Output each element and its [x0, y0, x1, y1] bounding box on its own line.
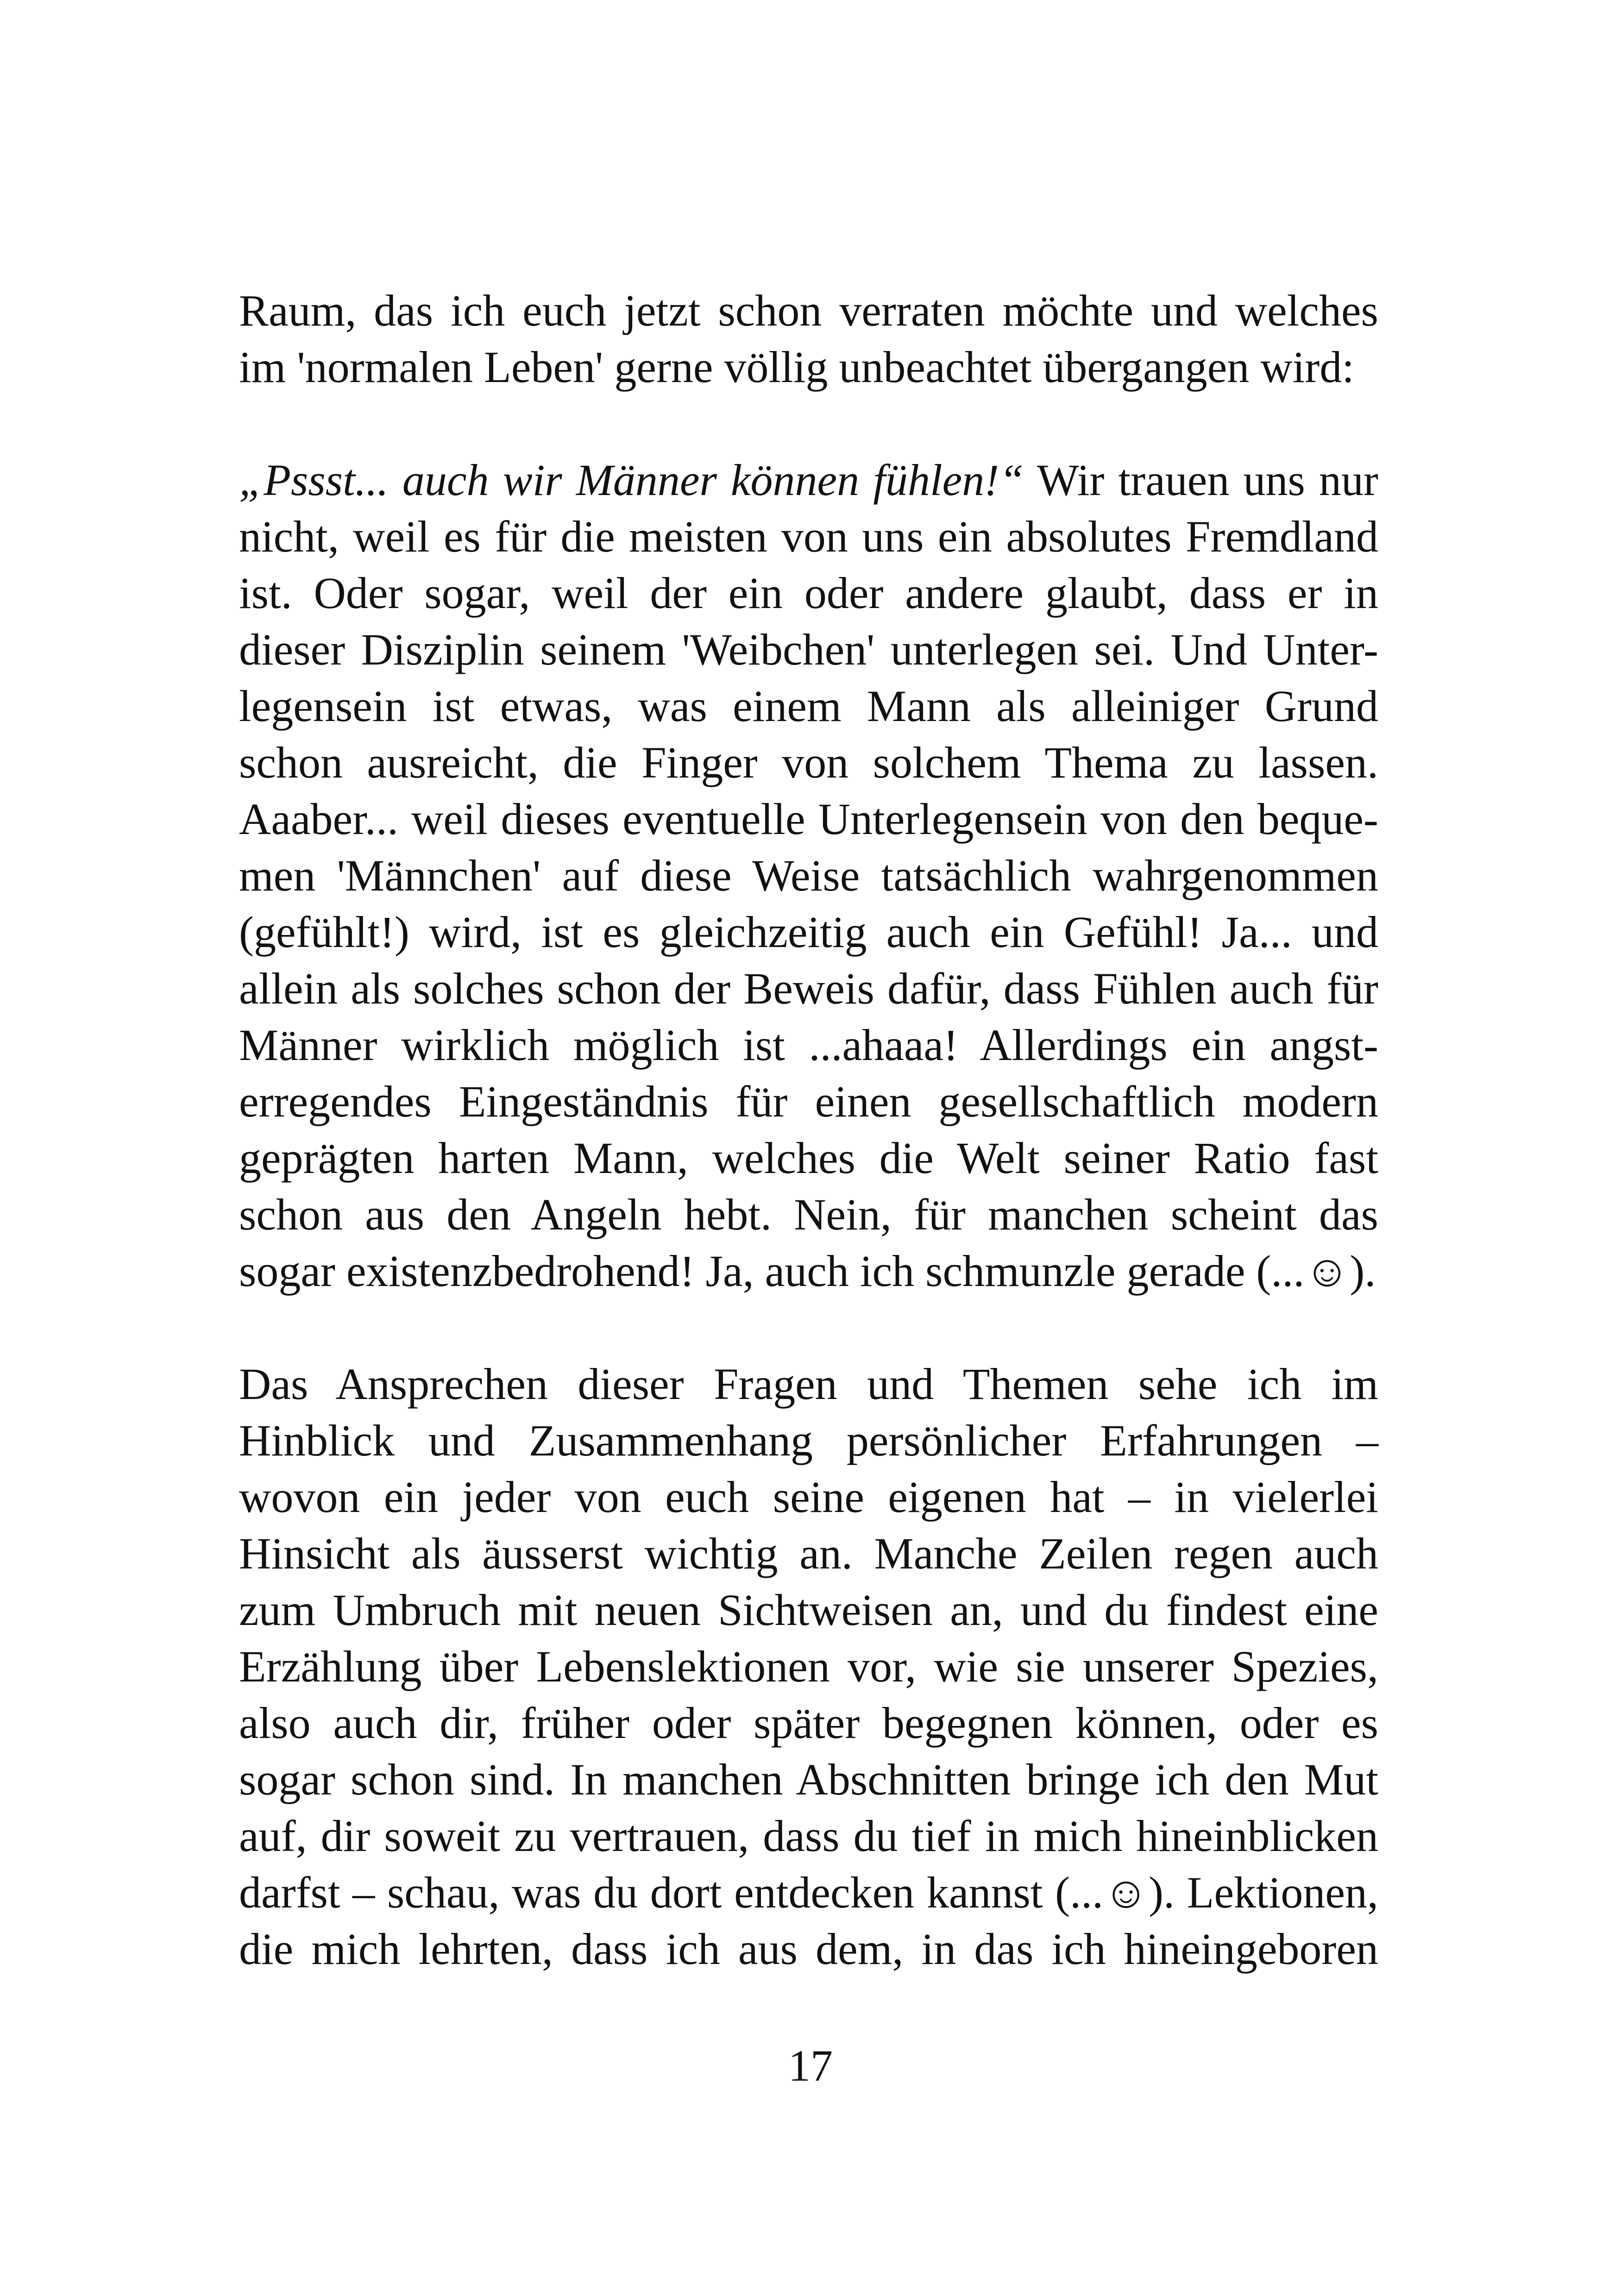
- text-line: Männer wirklich möglich ist ...ahaaa! Allerdings ein angst-: [239, 1020, 1378, 1070]
- text-line: nicht, weil es für die meisten von uns ein absolutes Fremdland: [239, 512, 1378, 561]
- body-text: [239, 282, 1378, 1977]
- text-line: schon ausreicht, die Finger von solchem Thema zu lassen.: [239, 738, 1378, 787]
- text-line: Hinsicht als äusserst wichtig an. Manche Zeilen regen auch: [239, 1529, 1378, 1578]
- text-line: Das Ansprechen dieser Fragen und Themen sehe ich im: [239, 1359, 1378, 1409]
- text-line: zum Umbruch mit neuen Sichtweisen an, und du findest eine: [239, 1585, 1378, 1635]
- text-line: erregendes Eingeständnis für einen gesellschaftlich modern: [239, 1077, 1378, 1126]
- text-line: dieser Disziplin seinem 'Weibchen' unterlegen sei. Und Unter-: [239, 625, 1378, 674]
- text-line: (gefühlt!) wird, ist es gleichzeitig auch ein Gefühl! Ja... und: [239, 907, 1378, 957]
- paragraph-2: [239, 452, 1378, 1299]
- text-line: sogar existenzbedrohend! Ja, auch ich schmunzle gerade (...☺).: [239, 1246, 1376, 1296]
- paragraph-1: [239, 282, 1378, 395]
- text-line: Hinblick und Zusammenhang persönlicher Erfahrungen –: [239, 1416, 1378, 1465]
- text-line: Erzählung über Lebenslektionen vor, wie sie unserer Spezies,: [239, 1642, 1378, 1691]
- text-fragment: Wir trauen uns nur: [1024, 455, 1379, 505]
- text-line: men 'Männchen' auf diese Weise tatsächlich wahrgenommen: [239, 851, 1378, 900]
- text-line: Aaaber... weil dieses eventuelle Unterlegensein von den beque-: [239, 794, 1378, 844]
- text-line: geprägten harten Mann, welches die Welt seiner Ratio fast: [239, 1133, 1378, 1183]
- italic-quote: „Pssst... auch wir Männer können fühlen!“: [239, 455, 1024, 505]
- text-line: schon aus den Angeln hebt. Nein, für manchen scheint das: [239, 1190, 1378, 1239]
- text-line: Raum, das ich euch jetzt schon verraten möchte und welches: [239, 286, 1378, 335]
- text-line: allein als solches schon der Beweis dafür, dass Fühlen auch für: [239, 964, 1378, 1013]
- text-line: die mich lehrten, dass ich aus dem, in das ich hineingeboren: [239, 1924, 1378, 1974]
- text-line: legensein ist etwas, was einem Mann als alleiniger Grund: [239, 681, 1378, 731]
- text-line: [239, 452, 1378, 508]
- page-number: 17: [788, 2041, 833, 2090]
- text-line: auf, dir soweit zu vertrauen, dass du tief in mich hineinblicken: [239, 1811, 1378, 1861]
- text-line: darfst – schau, was du dort entdecken kannst (...☺). Lektionen,: [239, 1868, 1378, 1917]
- text-line: wovon ein jeder von euch seine eigenen hat – in vielerlei: [239, 1472, 1378, 1522]
- text-line: sogar schon sind. In manchen Abschnitten bringe ich den Mut: [239, 1755, 1378, 1804]
- text-line: also auch dir, früher oder später begegnen können, oder es: [239, 1698, 1378, 1748]
- text-line: ist. Oder sogar, weil der ein oder andere glaubt, dass er in: [239, 568, 1378, 618]
- paragraph-3: [239, 1356, 1378, 1977]
- text-line: im 'normalen Leben' gerne völlig unbeachtet übergangen wird:: [239, 342, 1355, 392]
